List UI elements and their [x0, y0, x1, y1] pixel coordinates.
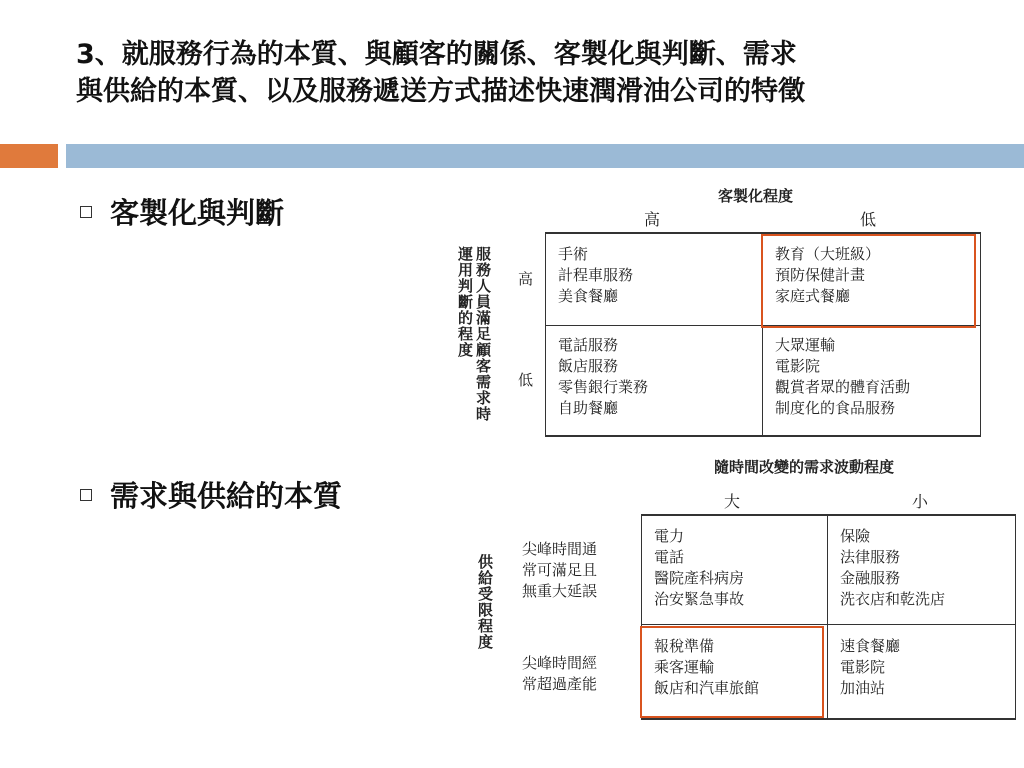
grid-line — [641, 718, 1016, 720]
cell-item: 電影院 — [775, 357, 821, 375]
figure1-row-high: 高 — [518, 270, 534, 288]
row-label-line: 常可滿足且 — [522, 561, 598, 579]
bullet-customization — [80, 191, 284, 232]
cell-item: 制度化的食品服務 — [775, 399, 896, 417]
grid-line — [641, 624, 1016, 625]
figure2-header: 隨時間改變的需求波動程度 — [714, 458, 895, 476]
title-line-1: 3、就服務行為的本質、與顧客的關係、客製化與判斷、需求 — [76, 39, 797, 70]
figure1-col-low: 低 — [860, 210, 877, 229]
figure2-row1-label — [522, 539, 597, 602]
highlight-box — [640, 626, 824, 718]
cell-high-high — [546, 238, 762, 313]
cell-item: 電話服務 — [558, 336, 619, 354]
figure1-row-axis: 服務人員滿足顧客需求時運用判斷的程度 — [456, 246, 492, 422]
cell-item: 洗衣店和乾洗店 — [840, 590, 946, 608]
cell-r1-large — [642, 520, 827, 616]
figure2-col-large: 大 — [724, 492, 741, 511]
title-accent-bar — [0, 144, 58, 168]
grid-line — [545, 435, 981, 437]
slide-title — [76, 36, 1006, 110]
row-label-line: 常超過產能 — [522, 675, 598, 693]
cell-item: 法律服務 — [840, 548, 901, 566]
figure1-col-high: 高 — [644, 210, 661, 229]
cell-item: 手術 — [558, 245, 589, 263]
grid-line — [980, 232, 981, 437]
figure1-row-low: 低 — [518, 371, 534, 389]
row-label-line: 尖峰時間通 — [522, 540, 598, 558]
figure2-col-small: 小 — [912, 492, 929, 511]
figure2-row-axis: 供給受限程度 — [476, 554, 494, 650]
title-divider-bar — [66, 144, 1024, 168]
bullet-label: 客製化與判斷 — [110, 196, 285, 230]
cell-item: 治安緊急事故 — [654, 590, 745, 608]
cell-r1-small — [828, 520, 1015, 616]
cell-item: 保險 — [840, 527, 871, 545]
cell-item: 醫院產科病房 — [654, 569, 745, 587]
cell-item: 電影院 — [840, 658, 886, 676]
title-line-2: 與供給的本質、以及服務遞送方式描述快速潤滑油公司的特徵 — [76, 76, 805, 107]
cell-item: 電力 — [654, 527, 685, 545]
cell-item: 大眾運輸 — [775, 336, 836, 354]
cell-item: 飯店服務 — [558, 357, 619, 375]
row-label-line: 無重大延誤 — [522, 582, 598, 600]
cell-item: 加油站 — [840, 679, 886, 697]
figure2-row2-label — [522, 653, 597, 695]
grid-line — [641, 514, 1016, 516]
cell-item: 自助餐廳 — [558, 399, 619, 417]
cell-item: 電話 — [654, 548, 685, 566]
cell-item: 飯店和汽車旅館 — [654, 679, 760, 697]
cell-low-low — [763, 329, 979, 425]
cell-item: 計程車服務 — [558, 266, 634, 284]
bullet-demand-supply — [80, 474, 342, 515]
cell-r2-small — [828, 630, 1015, 705]
cell-item: 零售銀行業務 — [558, 378, 649, 396]
cell-item: 美食餐廳 — [558, 287, 619, 305]
cell-item: 速食餐廳 — [840, 637, 901, 655]
row-label-line: 尖峰時間經 — [522, 654, 598, 672]
bullet-label: 需求與供給的本質 — [110, 479, 343, 513]
cell-item: 乘客運輸 — [654, 658, 715, 676]
bullet-square-icon — [80, 206, 92, 218]
cell-item: 家庭式餐廳 — [775, 287, 851, 305]
cell-item: 金融服務 — [840, 569, 901, 587]
cell-low-high — [546, 329, 762, 425]
cell-item: 教育（大班級） — [775, 245, 881, 263]
grid-line — [1015, 514, 1016, 720]
cell-item: 報稅準備 — [654, 637, 715, 655]
highlight-box — [761, 234, 976, 328]
cell-item: 預防保健計畫 — [775, 266, 866, 284]
cell-item: 觀賞者眾的體育活動 — [775, 378, 911, 396]
figure1-header: 客製化程度 — [718, 187, 794, 205]
bullet-square-icon — [80, 489, 92, 501]
